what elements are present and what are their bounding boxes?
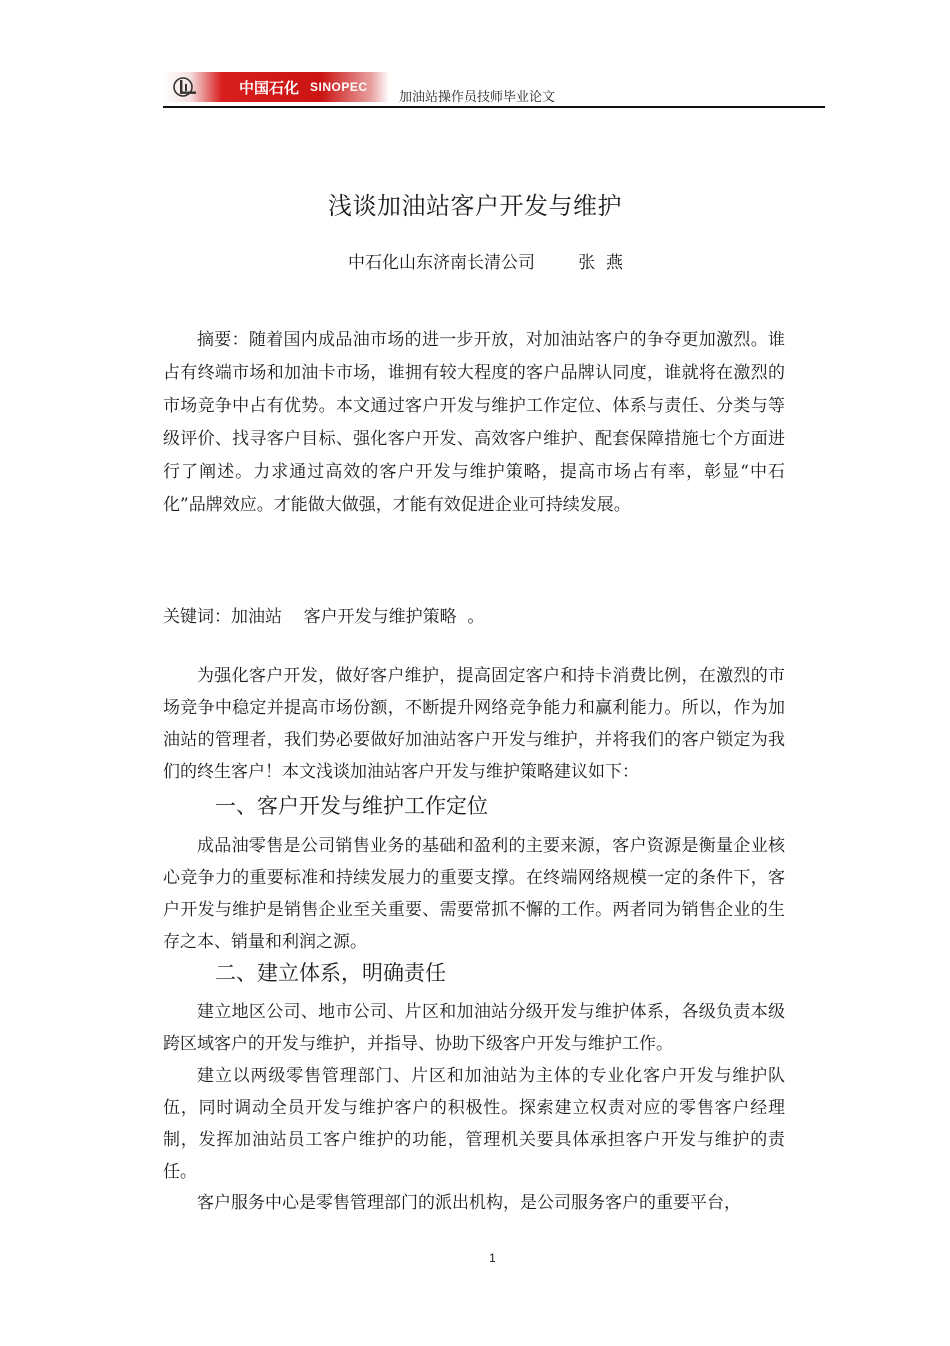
logo-english-text: SINOPEC xyxy=(310,80,368,94)
section-2-paragraph-1: 建立地区公司、地市公司、片区和加油站分级开发与维护体系，各级负责本级跨区域客户的开发与维护，并指导、协助下级客户开发与维护工作。 xyxy=(163,1002,785,1054)
header-divider xyxy=(163,106,825,108)
logo-chinese-text: 中国石化 xyxy=(239,79,300,97)
section-heading-2: 二、建立体系，明确责任 xyxy=(215,961,446,985)
section-1-paragraph-1: 成品油零售是公司销售业务的基础和盈利的主要来源，客户资源是衡量企业核心竞争力的重要标准和持续发展力的重要支撑。在终端网络规模一定的条件下，客户开发与维护是销售企业至关重要、需要常抓不懈的工作。两者同为销售企业的生存之本、销量和利润之源。 xyxy=(163,836,785,952)
intro-paragraph: 为强化客户开发，做好客户维护，提高固定客户和持卡消费比例，在激烈的市场竞争中稳定并提高市场份额，不断提升网络竞争能力和赢利能力。所以，作为加油站的管理者，我们势必要做好加油站客户开发与维护，并将我们的客户锁定为我们的终生客户！本文浅谈加油站客户开发与维护策略建议如下： xyxy=(163,666,785,782)
sinopec-logo xyxy=(163,72,389,102)
section-2-paragraph-2: 建立以两级零售管理部门、片区和加油站为主体的专业化客户开发与维护队伍，同时调动全员开发与维护客户的积极性。探索建立权责对应的零售客户经理制，发挥加油站员工客户维护的功能，管理机关要具体承担客户开发与维护的责任。 xyxy=(163,1066,785,1182)
document-title: 浅谈加油站客户开发与维护 xyxy=(328,192,622,220)
author-line xyxy=(348,248,623,273)
page-header xyxy=(163,72,825,108)
section-2-paragraph-3: 客户服务中心是零售管理部门的派出机构，是公司服务客户的重要平台， xyxy=(197,1193,741,1213)
section-heading-1: 一、客户开发与维护工作定位 xyxy=(215,794,488,818)
abstract-paragraph: 摘要：随着国内成品油市场的进一步开放，对加油站客户的争夺更加激烈。谁占有终端市场和加油卡市场，谁拥有较大程度的客户品牌认同度，谁就将在激烈的市场竞争中占有优势。本文通过客户开发与维护工作定位、体系与责任、分类与等级评价、找寻客户目标、强化客户开发、高效客户维护、配套保障措施七个方面进行了阐述。力求通过高效的客户开发与维护策略，提高市场占有率，彰显“中石化”品牌效应。才能做大做强，才能有效促进企业可持续发展。 xyxy=(163,330,785,515)
sinopec-emblem-icon xyxy=(172,76,200,98)
header-document-label: 加油站操作员技师毕业论文 xyxy=(399,90,556,105)
page-number: 1 xyxy=(489,1251,496,1265)
keywords-line: 关键词：加油站 客户开发与维护策略 。 xyxy=(163,607,485,627)
author-name: 张 燕 xyxy=(578,253,624,273)
author-organization: 中石化山东济南长清公司 xyxy=(348,253,535,273)
